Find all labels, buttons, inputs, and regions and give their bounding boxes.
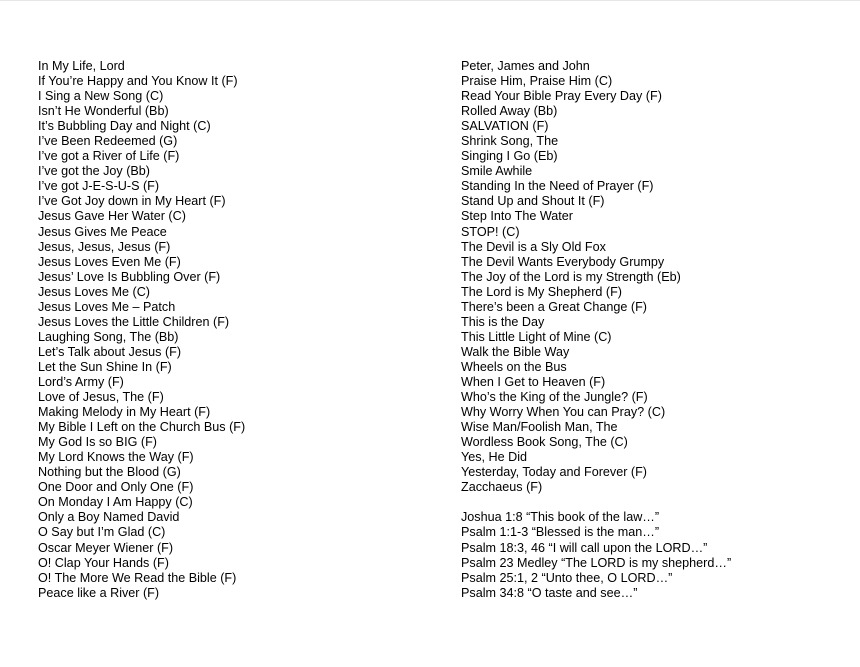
song-title: Praise Him, Praise Him (C) (461, 74, 613, 89)
song-title: This Little Light of Mine (C) (461, 329, 612, 344)
song-title: Yes, He Did (461, 450, 528, 465)
song-title: Let’s Talk about Jesus (F) (38, 344, 182, 359)
scripture-song-title: Psalm 18:3, 46 “I will call upon the LORD…” (461, 540, 708, 555)
song-title: The Devil Wants Everybody Grumpy (461, 254, 665, 269)
song-title: Let the Sun Shine In (F) (38, 359, 172, 374)
song-title: Jesus, Jesus, Jesus (F) (38, 239, 171, 254)
song-title: Peace like a River (F) (38, 585, 160, 600)
scripture-song-title: Psalm 34:8 “O taste and see…” (461, 585, 638, 600)
song-title: Peter, James and John (461, 59, 590, 73)
song-title: Wise Man/Foolish Man, The (461, 420, 618, 435)
song-title: O! Clap Your Hands (F) (38, 555, 169, 570)
song-title: Who’s the King of the Jungle? (F) (461, 390, 648, 405)
song-title: Jesus Gives Me Peace (38, 224, 167, 239)
song-title: Why Worry When You can Pray? (C) (461, 405, 666, 420)
scripture-song-title: Joshua 1:8 “This book of the law…” (461, 510, 660, 525)
song-title: Jesus Gave Her Water (C) (38, 209, 186, 224)
song-title: The Lord is My Shepherd (F) (461, 284, 622, 299)
song-title: My Bible I Left on the Church Bus (F) (38, 420, 246, 435)
song-title: My God Is so BIG (F) (38, 435, 157, 450)
scripture-song-title: Psalm 1:1-3 “Blessed is the man…” (461, 525, 660, 540)
song-title: Standing In the Need of Prayer (F) (461, 179, 654, 194)
scripture-song-title: Psalm 25:1, 2 “Unto thee, O LORD…” (461, 570, 673, 585)
song-title: Laughing Song, The (Bb) (38, 329, 179, 344)
song-title: I’ve got J-E-S-U-S (F) (38, 179, 160, 194)
song-list-right-column (461, 59, 731, 601)
song-title: Zacchaeus (F) (461, 480, 543, 495)
song-title: Jesus Loves Me (C) (38, 284, 150, 299)
song-title: O! The More We Read the Bible (F) (38, 570, 237, 585)
song-title: Lord’s Army (F) (38, 374, 124, 389)
song-title: Stand Up and Shout It (F) (461, 194, 605, 209)
song-title: Shrink Song, The (461, 134, 559, 149)
song-title: Wordless Book Song, The (C) (461, 435, 628, 450)
song-title: I’ve got the Joy (Bb) (38, 164, 150, 179)
song-title: Jesus Loves Me – Patch (38, 299, 176, 314)
song-title: It’s Bubbling Day and Night (C) (38, 119, 211, 134)
song-title: STOP! (C) (461, 224, 520, 239)
song-title: This is the Day (461, 314, 545, 329)
song-title: Singing I Go (Eb) (461, 149, 558, 164)
song-title: When I Get to Heaven (F) (461, 374, 606, 389)
song-title: SALVATION (F) (461, 119, 549, 134)
song-title: Smile Awhile (461, 164, 533, 179)
song-title: Rolled Away (Bb) (461, 104, 558, 119)
song-title: I’ve Got Joy down in My Heart (F) (38, 194, 226, 209)
song-title: Wheels on the Bus (461, 359, 567, 374)
song-title: Yesterday, Today and Forever (F) (461, 465, 647, 480)
song-title: Jesus Loves Even Me (F) (38, 254, 181, 269)
song-title: There’s been a Great Change (F) (461, 299, 647, 314)
song-title: One Door and Only One (F) (38, 480, 194, 495)
song-title: Making Melody in My Heart (F) (38, 405, 211, 420)
song-title: Jesus’ Love Is Bubbling Over (F) (38, 269, 221, 284)
page-top-border (0, 0, 860, 1)
song-title: Love of Jesus, The (F) (38, 390, 164, 405)
song-title: Step Into The Water (461, 209, 574, 224)
song-title: Jesus Loves the Little Children (F) (38, 314, 230, 329)
section-spacer (461, 495, 731, 510)
song-title: The Devil is a Sly Old Fox (461, 239, 606, 254)
song-title: Nothing but the Blood (G) (38, 465, 181, 480)
song-title: Isn’t He Wonderful (Bb) (38, 104, 169, 119)
song-title: Only a Boy Named David (38, 510, 180, 525)
song-title: My Lord Knows the Way (F) (38, 450, 194, 465)
song-title: In My Life, Lord (38, 59, 125, 73)
song-title: Walk the Bible Way (461, 344, 570, 359)
song-title: On Monday I Am Happy (C) (38, 495, 193, 510)
song-title: I’ve got a River of Life (F) (38, 149, 180, 164)
song-list-left-column (38, 59, 245, 601)
song-title: Oscar Meyer Wiener (F) (38, 540, 174, 555)
song-title: I’ve Been Redeemed (G) (38, 134, 178, 149)
song-title: O Say but I’m Glad (C) (38, 525, 166, 540)
song-title: If You’re Happy and You Know It (F) (38, 74, 238, 89)
song-title: The Joy of the Lord is my Strength (Eb) (461, 269, 681, 284)
scripture-song-title: Psalm 23 Medley “The LORD is my shepherd…” (461, 555, 732, 570)
song-title: I Sing a New Song (C) (38, 89, 164, 104)
song-title: Read Your Bible Pray Every Day (F) (461, 89, 662, 104)
